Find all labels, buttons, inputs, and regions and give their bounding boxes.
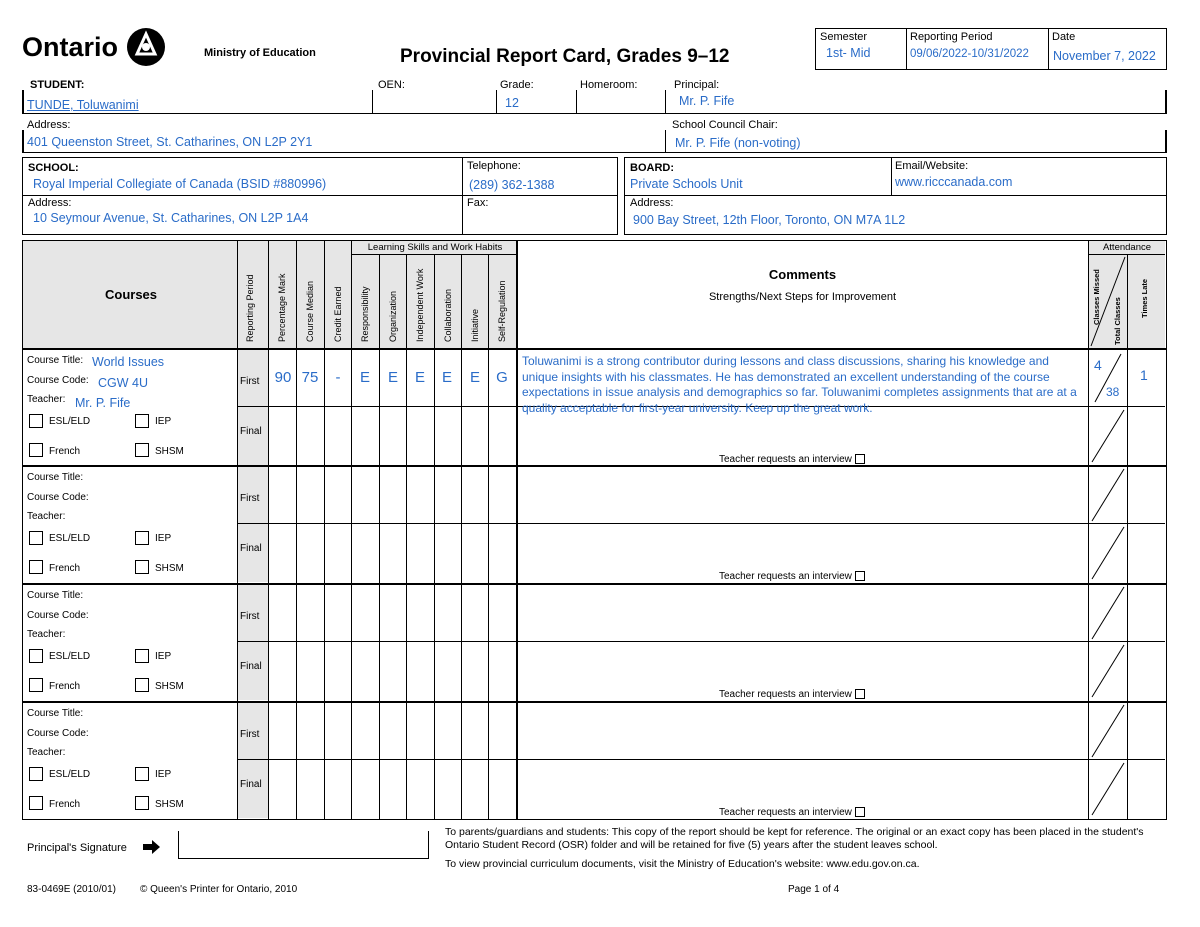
teacher-label: Teacher: xyxy=(27,394,66,405)
comments-subheading: Strengths/Next Steps for Improvement xyxy=(708,291,897,303)
interview-checkbox[interactable] xyxy=(855,571,865,581)
page-number: Page 1 of 4 xyxy=(788,884,840,895)
reporting-period-cell xyxy=(238,467,268,582)
osr-note: To parents/guardians and students: This copy of the report should be kept for reference. The original or an exact copy has been placed in the student's Ontario Student Record (OSR) folder and will be retained for five (5) years after the student leaves school. xyxy=(445,826,1144,851)
shsm-label: SHSM xyxy=(155,563,184,574)
courses-table xyxy=(22,240,1167,820)
principal-label: Principal: xyxy=(674,79,720,91)
french-checkbox[interactable] xyxy=(29,560,43,574)
trillium-icon xyxy=(125,26,167,68)
final-label: Final xyxy=(240,543,262,554)
french-checkbox[interactable] xyxy=(29,443,43,457)
ontario-logo: Ontario xyxy=(22,32,119,62)
course-code-label: Course Code: xyxy=(27,610,89,621)
esl-label: ESL/ELD xyxy=(49,533,91,544)
course-code-label: Course Code: xyxy=(27,728,89,739)
esl-checkbox[interactable] xyxy=(29,531,43,545)
date-value: November 7, 2022 xyxy=(1053,49,1156,63)
school-label: SCHOOL: xyxy=(28,162,79,174)
date-label: Date xyxy=(1052,31,1076,43)
iep-label: IEP xyxy=(155,651,172,662)
interview-checkbox[interactable] xyxy=(855,807,865,817)
reporting-period-cell xyxy=(238,350,268,465)
organization-heading: Organization xyxy=(388,290,398,342)
credit-earned-value: - xyxy=(335,369,341,386)
signature-field[interactable] xyxy=(178,831,429,859)
shsm-checkbox[interactable] xyxy=(135,560,149,574)
esl-label: ESL/ELD xyxy=(49,769,91,780)
reporting-period-heading: Reporting Period xyxy=(245,274,255,342)
course-title-label: Course Title: xyxy=(27,472,84,483)
classes-missed-value: 4 xyxy=(1094,357,1102,373)
arrow-right-icon xyxy=(143,840,161,854)
attendance-slash xyxy=(1089,408,1127,464)
student-address: 401 Queenston Street, St. Catharines, ON L2P 2Y1 xyxy=(27,135,313,149)
board-address: 900 Bay Street, 12th Floor, Toronto, ON M7A 1L2 xyxy=(633,213,906,227)
lswh-heading: Learning Skills and Work Habits xyxy=(367,242,503,253)
course-code-label: Course Code: xyxy=(27,375,89,386)
iep-label: IEP xyxy=(155,769,172,780)
times-late-value: 1 xyxy=(1140,367,1148,383)
first-label: First xyxy=(240,493,260,504)
signature-label: Principal's Signature xyxy=(27,842,127,854)
organization-value: E xyxy=(387,369,398,386)
shsm-label: SHSM xyxy=(155,681,184,692)
times-late-heading: Times Late xyxy=(1140,278,1149,318)
board-label: BOARD: xyxy=(630,162,674,174)
attendance-slash xyxy=(1089,585,1127,641)
copyright: © Queen's Printer for Ontario, 2010 xyxy=(140,884,298,895)
interview-request[interactable] xyxy=(719,689,865,700)
course-title-label: Course Title: xyxy=(27,708,84,719)
course-code-label: Course Code: xyxy=(27,492,89,503)
esl-label: ESL/ELD xyxy=(49,416,91,427)
interview-label: Teacher requests an interview xyxy=(719,454,852,465)
courses-heading: Courses xyxy=(105,287,158,302)
course-title-value: World Issues xyxy=(92,355,165,369)
board-name: Private Schools Unit xyxy=(630,177,743,191)
board-address-label: Address: xyxy=(630,197,674,209)
final-label: Final xyxy=(240,661,262,672)
interview-request[interactable] xyxy=(719,571,865,582)
first-label: First xyxy=(240,611,260,622)
teacher-label: Teacher: xyxy=(27,629,66,640)
french-checkbox[interactable] xyxy=(29,678,43,692)
esl-checkbox[interactable] xyxy=(29,649,43,663)
first-label: First xyxy=(240,729,260,740)
teacher-value: Mr. P. Fife xyxy=(75,396,131,410)
teacher-label: Teacher: xyxy=(27,747,66,758)
form-number: 83-0469E (2010/01) xyxy=(27,884,116,895)
responsibility-value: E xyxy=(359,369,370,386)
fax-label: Fax: xyxy=(467,197,489,209)
oen-label: OEN: xyxy=(378,79,405,91)
total-classes-value: 38 xyxy=(1106,385,1120,399)
ministry-label: Ministry of Education xyxy=(204,47,316,59)
council-value: Mr. P. Fife (non-voting) xyxy=(675,136,801,150)
email-value[interactable]: www.ricccanada.com xyxy=(895,175,1013,189)
attendance-heading: Attendance xyxy=(1102,242,1152,253)
attendance-slash xyxy=(1089,525,1127,581)
interview-label: Teacher requests an interview xyxy=(719,571,852,582)
course-code-value: CGW 4U xyxy=(98,376,148,390)
total-classes-heading: Total Classes xyxy=(1113,297,1122,345)
period-value: 09/06/2022-10/31/2022 xyxy=(910,48,1029,60)
period-label: Reporting Period xyxy=(910,31,993,43)
french-label: French xyxy=(49,563,81,574)
credit-earned-heading: Credit Earned xyxy=(333,286,343,342)
page-title: Provincial Report Card, Grades 9–12 xyxy=(400,46,730,67)
principal-value: Mr. P. Fife xyxy=(679,94,735,108)
course-median-value: 75 xyxy=(301,369,319,386)
interview-request[interactable] xyxy=(719,807,865,818)
independent-work-value: E xyxy=(414,369,425,386)
shsm-label: SHSM xyxy=(155,799,184,810)
grade-label: Grade: xyxy=(500,79,534,91)
council-label: School Council Chair: xyxy=(672,119,778,131)
course-comment: Toluwanimi is a strong contributor during lessons and class discussions, sharing his knowledge and unique insights with his classmates. He has demonstrated an excellent understanding of the course expectations in issue analysis and demographics so far. Toluwanimi completes assignments that are at a quality acceptable for first-year university. Keep up the great work. xyxy=(522,354,1077,415)
semester-label: Semester xyxy=(820,31,868,43)
course-title-label: Course Title: xyxy=(27,590,84,601)
attendance-slash xyxy=(1089,703,1127,759)
teacher-label: Teacher: xyxy=(27,511,66,522)
collaboration-value: E xyxy=(441,369,452,386)
interview-checkbox[interactable] xyxy=(855,689,865,699)
school-name: Royal Imperial Collegiate of Canada (BSID #880996) xyxy=(33,177,327,191)
shsm-checkbox[interactable] xyxy=(135,443,149,457)
iep-checkbox[interactable] xyxy=(135,767,149,781)
iep-label: IEP xyxy=(155,416,172,427)
self-regulation-value: G xyxy=(496,369,508,386)
semester-value: 1st- Mid xyxy=(826,46,871,60)
initiative-heading: Initiative xyxy=(470,308,480,342)
esl-checkbox[interactable] xyxy=(29,767,43,781)
french-label: French xyxy=(49,681,81,692)
french-label: French xyxy=(49,446,81,457)
student-address-label: Address: xyxy=(27,119,71,131)
esl-label: ESL/ELD xyxy=(49,651,91,662)
curriculum-note: To view provincial curriculum documents, visit the Ministry of Education's website: www.edu.gov.on.ca. xyxy=(445,858,920,870)
attendance-slash xyxy=(1089,467,1127,523)
percentage-mark-heading: Percentage Mark xyxy=(277,273,287,342)
attendance-slash xyxy=(1089,643,1127,699)
student-name: TUNDE, Toluwanimi xyxy=(27,98,139,112)
responsibility-heading: Responsibility xyxy=(360,286,370,342)
iep-checkbox[interactable] xyxy=(135,414,149,428)
iep-checkbox[interactable] xyxy=(135,531,149,545)
email-label: Email/Website: xyxy=(895,160,969,172)
interview-label: Teacher requests an interview xyxy=(719,807,852,818)
course-median-heading: Course Median xyxy=(305,280,315,342)
french-checkbox[interactable] xyxy=(29,796,43,810)
first-label: First xyxy=(240,376,260,387)
reporting-period-cell xyxy=(238,585,268,700)
percentage-mark-value: 90 xyxy=(274,369,292,386)
final-label: Final xyxy=(240,779,262,790)
school-address: 10 Seymour Avenue, St. Catharines, ON L2P 1A4 xyxy=(33,211,309,225)
interview-checkbox[interactable] xyxy=(855,454,865,464)
independent-work-heading: Independent Work xyxy=(415,268,425,342)
french-label: French xyxy=(49,799,81,810)
student-label: STUDENT: xyxy=(30,79,85,91)
attendance-slash xyxy=(1089,761,1127,817)
interview-request[interactable] xyxy=(719,454,865,465)
school-address-label: Address: xyxy=(28,197,72,209)
grade-value: 12 xyxy=(505,96,519,110)
final-label: Final xyxy=(240,426,262,437)
comments-heading: Comments xyxy=(768,267,837,282)
homeroom-label: Homeroom: xyxy=(580,79,638,91)
shsm-checkbox[interactable] xyxy=(135,796,149,810)
iep-label: IEP xyxy=(155,533,172,544)
initiative-value: E xyxy=(469,369,480,386)
self-regulation-heading: Self-Regulation xyxy=(497,280,507,342)
esl-checkbox[interactable] xyxy=(29,414,43,428)
reporting-period-cell xyxy=(238,703,268,818)
iep-checkbox[interactable] xyxy=(135,649,149,663)
phone-value: (289) 362-1388 xyxy=(469,178,555,192)
interview-label: Teacher requests an interview xyxy=(719,689,852,700)
shsm-label: SHSM xyxy=(155,446,184,457)
collaboration-heading: Collaboration xyxy=(443,288,453,342)
classes-missed-heading: Classes Missed xyxy=(1092,269,1101,325)
phone-label: Telephone: xyxy=(467,160,521,172)
shsm-checkbox[interactable] xyxy=(135,678,149,692)
course-title-label: Course Title: xyxy=(27,355,84,366)
